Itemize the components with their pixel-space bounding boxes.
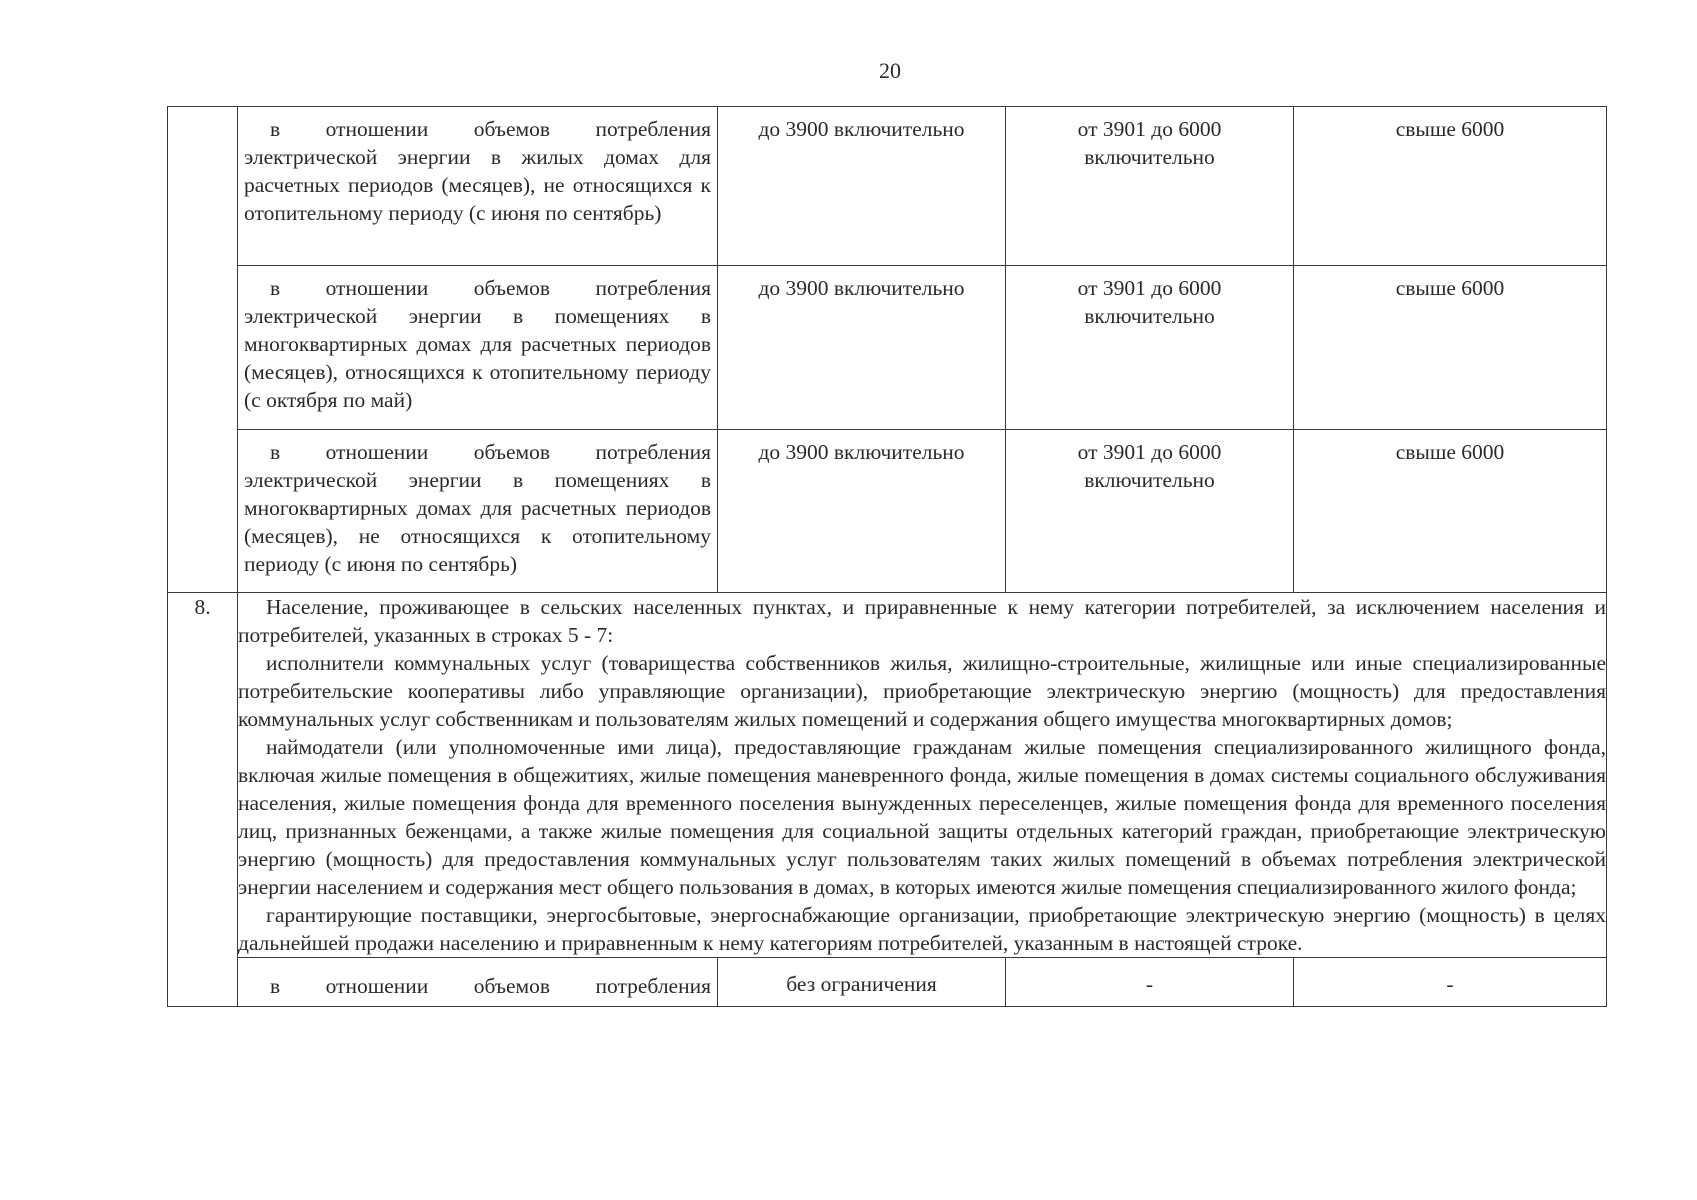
description-text: в отношении объемов потребления электрической энергии в помещениях в многоквартирных домах для расчетных периодов (месяцев), относящихся к отопительному периоду (с октября по май) xyxy=(244,276,711,412)
range-low-cell xyxy=(718,107,1006,266)
range-mid-cell xyxy=(1006,107,1294,266)
table-row xyxy=(168,958,1607,1007)
section-8-paragraph: исполнители коммунальных услуг (товарищества собственников жилья, жилищно-строительные, жилищные или иные специализированные потребительские кооперативы либо управляющие организации), приобретающие электрическую энергию (мощность) для предоставления коммунальных услуг собственникам и пользователям жилых помещений и содержания общего имущества многоквартирных домов; xyxy=(238,651,1606,731)
range-mid-cell xyxy=(1006,266,1294,430)
page-number: 20 xyxy=(879,58,901,83)
range-high-text: - xyxy=(1446,972,1454,996)
tariff-table xyxy=(167,106,1607,1007)
range-high-cell xyxy=(1294,958,1607,1007)
range-low-text: до 3900 включительно xyxy=(758,117,965,141)
row-number-cell-empty xyxy=(168,107,238,593)
section-8-text xyxy=(238,593,1607,958)
description-cell xyxy=(238,266,718,430)
range-high-text: свыше 6000 xyxy=(1395,117,1505,141)
range-high-text: свыше 6000 xyxy=(1395,276,1505,300)
range-mid-cell xyxy=(1006,958,1294,1007)
range-low-cell xyxy=(718,430,1006,593)
section-8-paragraph: наймодатели (или уполномоченные ими лица), предоставляющие гражданам жилые помещения специализированного жилищного фонда, включая жилые помещения в общежитиях, жилые помещения маневренного фонда, жилые помещения в домах системы социального обслуживания населения, жилые помещения фонда для временного поселения вынужденных переселенцев, жилые помещения фонда для временного поселения лиц, признанных беженцами, а также жилые помещения для социальной защиты отдельных категорий граждан, приобретающие электрическую энергию (мощность) для предоставления коммунальных услуг пользователям таких жилых помещений в объемах потребления электрической энергии населением и содержания мест общего пользования в домах, в которых имеются жилые помещения специализированного жилого фонда; xyxy=(238,735,1606,899)
section-8-paragraph: Население, проживающее в сельских населенных пунктах, и приравненные к нему категории потребителей, за исключением населения и потребителей, указанных в строках 5 - 7: xyxy=(238,595,1606,647)
range-low-cell xyxy=(718,266,1006,430)
section-8-paragraph: гарантирующие поставщики, энергосбытовые, энергоснабжающие организации, приобретающие электрическую энергию (мощность) в целях дальнейшей продажи населению и приравненным к нему категориям потребителей, указанным в настоящей строке. xyxy=(238,903,1606,955)
table-row xyxy=(168,266,1607,430)
description-text: в отношении объемов потребления электрической энергии в помещениях в многоквартирных домах для расчетных периодов (месяцев), не относящихся к отопительному периоду (с июня по сентябрь) xyxy=(244,440,711,576)
range-low-cell xyxy=(718,958,1006,1007)
section-8-row xyxy=(168,593,1607,958)
table-row xyxy=(168,430,1607,593)
range-high-text: свыше 6000 xyxy=(1395,440,1505,464)
range-low-text: до 3900 включительно xyxy=(758,276,965,300)
description-cell xyxy=(238,958,718,1007)
description-cell xyxy=(238,107,718,266)
range-mid-text: от 3901 до 6000 включительно xyxy=(1077,276,1222,328)
range-mid-text: от 3901 до 6000 включительно xyxy=(1077,117,1222,169)
row-number: 8. xyxy=(168,593,238,1007)
range-high-cell xyxy=(1294,430,1607,593)
table-row xyxy=(168,107,1607,266)
range-high-cell xyxy=(1294,266,1607,430)
range-high-cell xyxy=(1294,107,1607,266)
range-mid-text: от 3901 до 6000 включительно xyxy=(1077,440,1222,492)
description-cell xyxy=(238,430,718,593)
range-mid-text: - xyxy=(1145,972,1154,996)
range-mid-cell xyxy=(1006,430,1294,593)
description-text: в отношении объемов потребления xyxy=(270,974,711,998)
range-low-text: без ограничения xyxy=(786,972,937,996)
range-low-text: до 3900 включительно xyxy=(758,440,965,464)
description-text: в отношении объемов потребления электрической энергии в жилых домах для расчетных периодов (месяцев), не относящихся к отопительному периоду (с июня по сентябрь) xyxy=(244,117,711,225)
